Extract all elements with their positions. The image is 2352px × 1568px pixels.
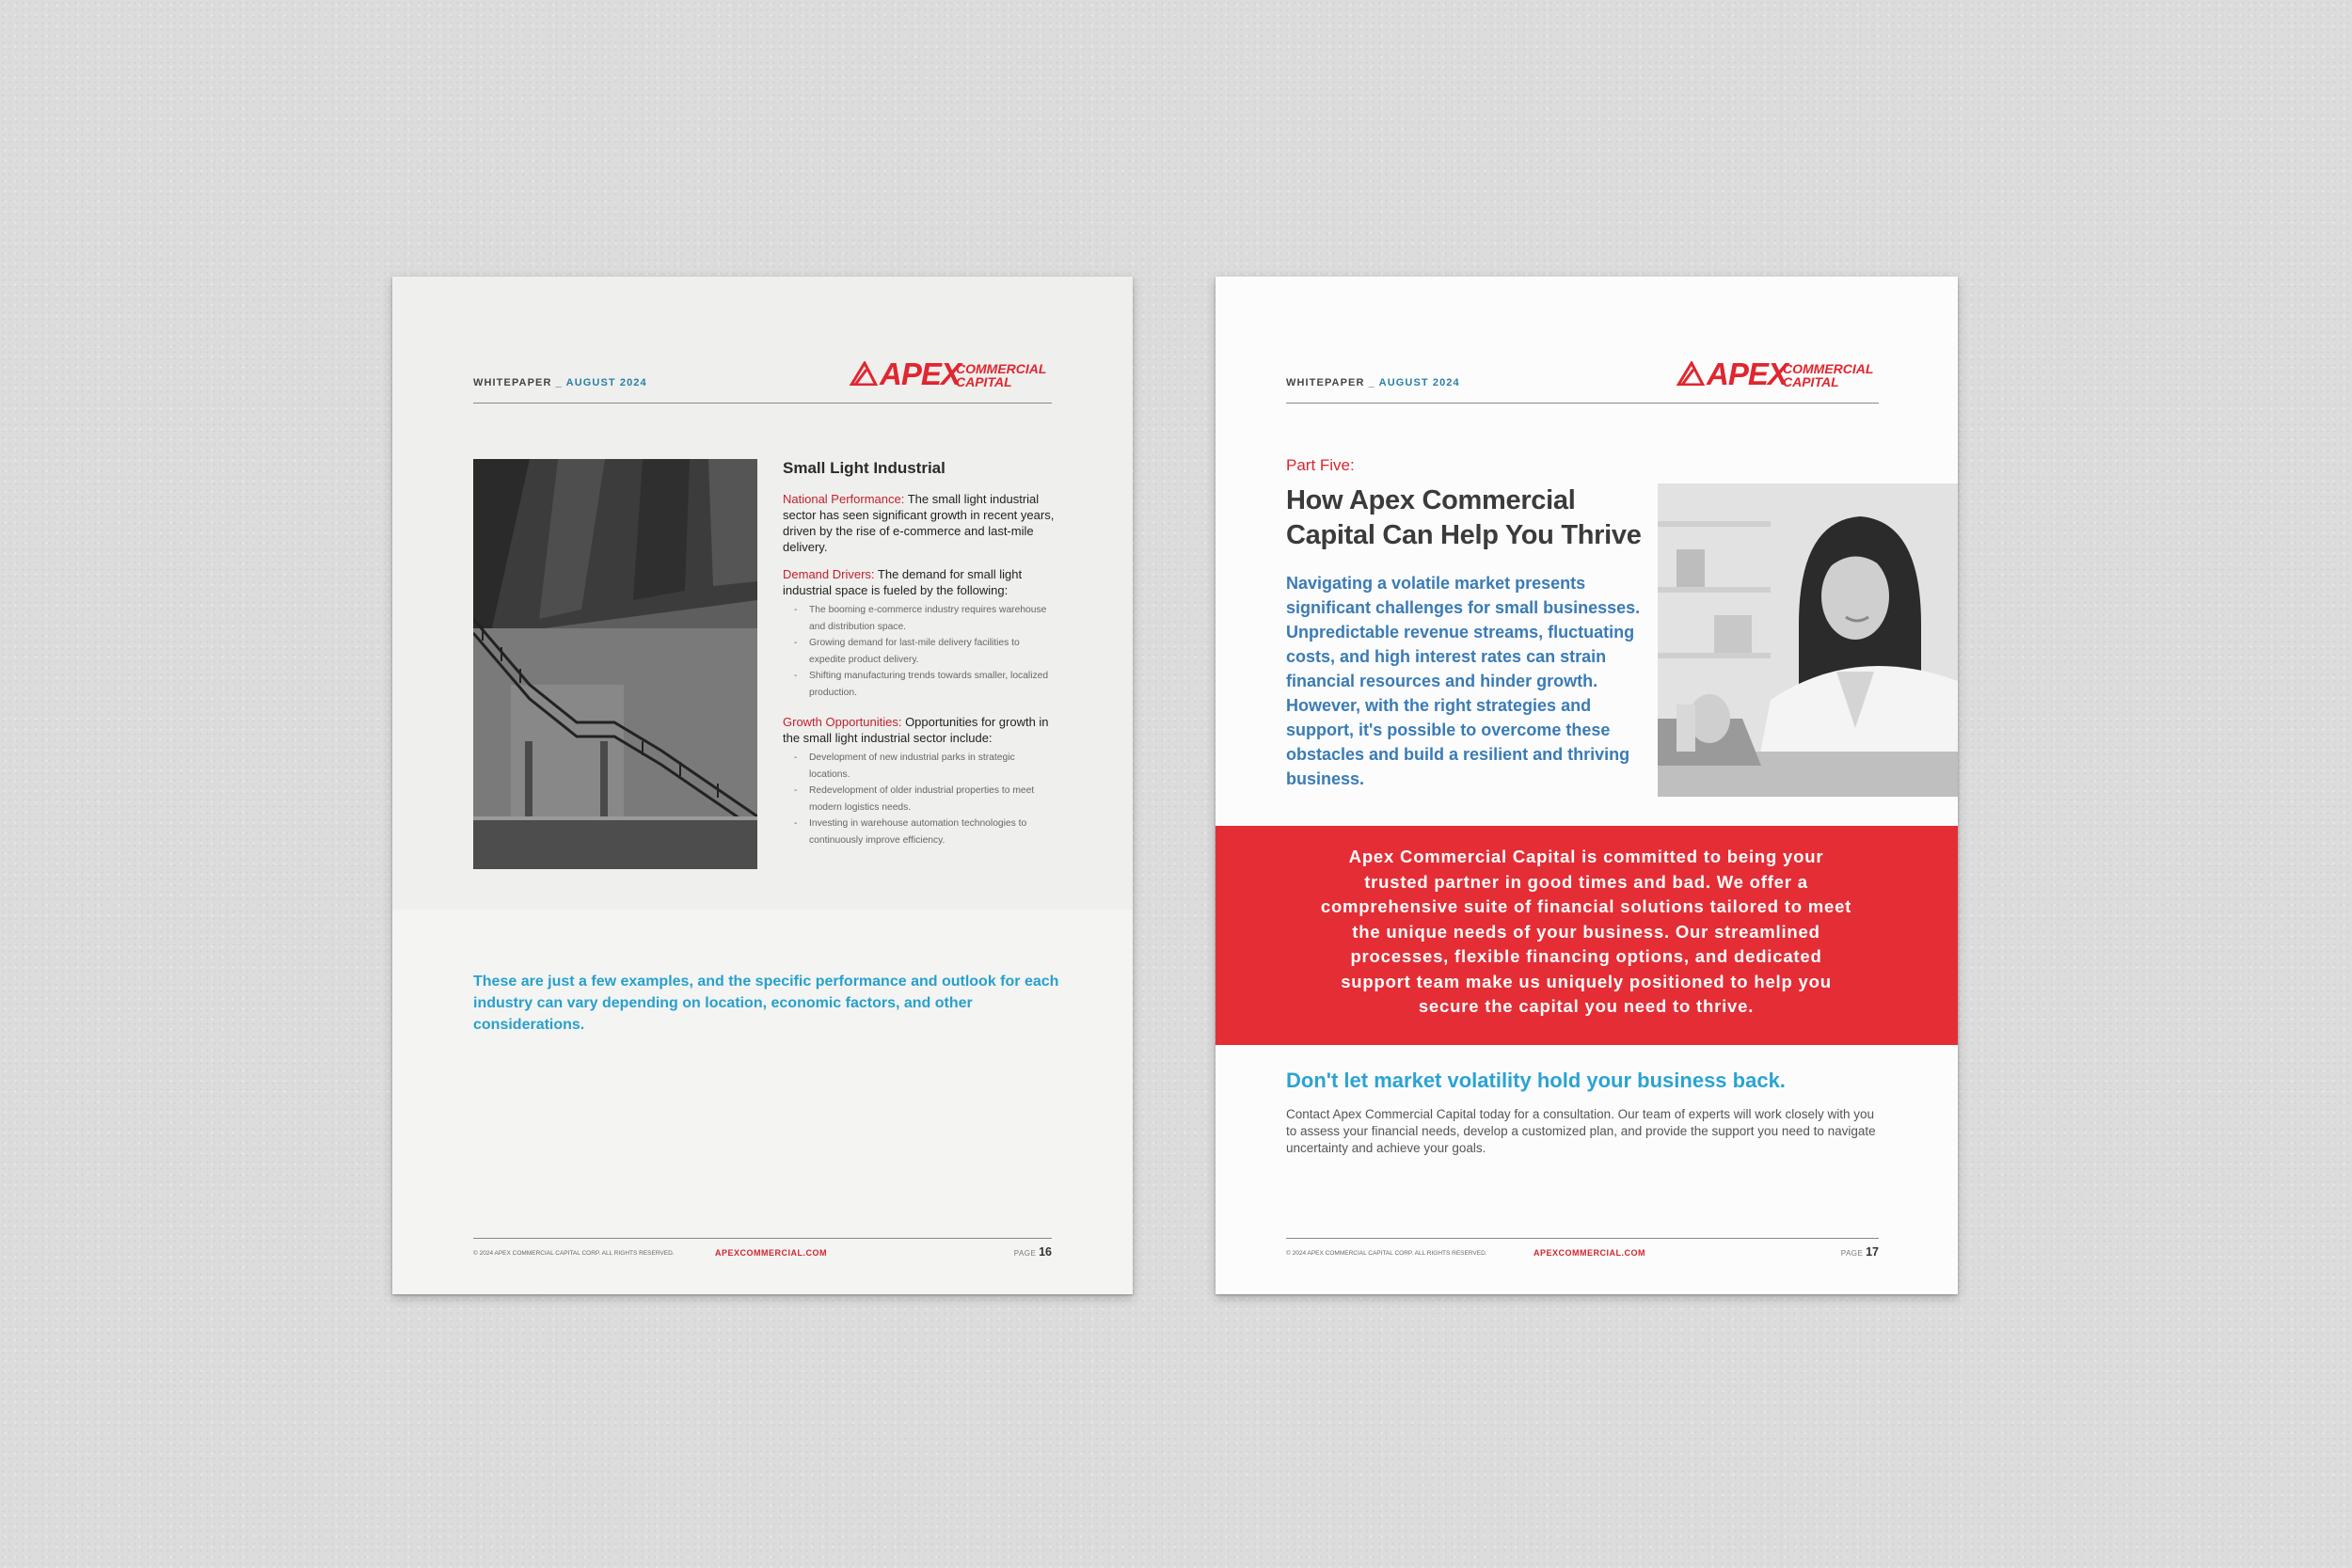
whitepaper-page-17 [1216,277,1958,1294]
logo-line-2: CAPITAL [956,374,1012,389]
page-header [473,377,647,388]
whitepaper-page-16 [392,277,1133,1294]
page-header [1286,377,1460,388]
commitment-text: Apex Commercial Capital is committed to being your trusted partner in good times and bad. We offer a comprehensive suite of financial solutions tailored to meet the unique needs of your business. Our streamlined processes, flexible financing options, and dedicated support team make us uniquely positioned to help you secure the capital you need to thrive. [1320,847,1852,1016]
demand-drivers-paragraph [783,566,1056,598]
page-title: How Apex Commercial Capital Can Help You Thrive [1286,485,1642,550]
logo-line-2: CAPITAL [1783,374,1839,389]
header-date: AUGUST 2024 [565,377,647,388]
apex-triangle-icon [1677,361,1705,386]
list-item: - Development of new industrial parks in strategic locations. [794,750,1056,783]
apex-logo [1677,356,1879,391]
section-title: Small Light Industrial [783,459,946,477]
header-doc-type: WHITEPAPER _ [1286,377,1375,388]
demand-drivers-list [794,602,1056,701]
footer-divider [473,1238,1052,1239]
page-number [1014,1245,1052,1259]
list-item: - The booming e-commerce industry requires warehouse and distribution space. [794,602,1056,635]
growth-opportunities-label: Growth Opportunities: [783,715,902,729]
list-item: - Redevelopment of older industrial properties to meet modern logistics needs. [794,783,1056,816]
page-number-value: 17 [1866,1245,1879,1259]
national-performance-paragraph [783,491,1056,555]
cta-body: Contact Apex Commercial Capital today for a consultation. Our team of experts will work closely with you to assess your financial needs, develop a customized plan, and provide the support you need to navigate uncertainty and achieve your goals. [1286,1107,1876,1155]
callout-text: These are just a few examples, and the specific performance and outlook for each industry can vary depending on location, economic factors, and other considerations. [473,974,1059,1033]
footer-website-link[interactable]: APEXCOMMERCIAL.COM [715,1248,827,1258]
industry-details [783,459,1056,862]
apex-triangle-icon [850,361,878,386]
footer-copyright: © 2024 APEX COMMERCIAL CAPITAL CORP. ALL RIGHTS RESERVED. [473,1250,675,1257]
staircase-photo [473,459,757,869]
commitment-banner [1216,826,1958,1045]
page-label: PAGE [1840,1249,1864,1258]
national-performance-label: National Performance: [783,492,905,506]
logo-line-1: COMMERCIAL [956,361,1047,376]
header-doc-type: WHITEPAPER _ [473,377,563,388]
intro-paragraph: Navigating a volatile market presents significant challenges for small businesses. Unpredictable revenue streams, fluctuating costs, and high interest rates can strain financial resources and hinder growth. However, with the right strategies and support, it's possible to overcome these obstacles and build a resilient and thriving business. [1286,574,1641,788]
growth-opportunities-paragraph [783,714,1056,746]
logo-line-1: COMMERCIAL [1783,361,1874,376]
list-item: - Investing in warehouse automation technologies to continuously improve efficiency. [794,816,1056,848]
apex-logo [850,356,1052,391]
list-item: - Growing demand for last-mile delivery facilities to expedite product delivery. [794,635,1056,668]
list-item: - Shifting manufacturing trends towards smaller, localized production. [794,668,1056,701]
logo-subtitle [1783,362,1873,388]
footer-copyright: © 2024 APEX COMMERCIAL CAPITAL CORP. ALL RIGHTS RESERVED. [1286,1250,1487,1257]
part-kicker: Part Five: [1286,456,1355,474]
header-divider [473,403,1052,404]
callout-band [392,910,1133,1294]
national-performance-text: The small light industrial sector has seen significant growth in recent years, driven by the rise of e-commerce and last-mile delivery. [783,492,1055,554]
demand-drivers-text: The demand for small light industrial space is fueled by the following: [783,567,1023,597]
logo-wordmark: APEX [1707,356,1788,391]
logo-subtitle [956,362,1046,388]
page-label: PAGE [1013,1249,1037,1258]
logo-wordmark: APEX [880,356,961,391]
header-date: AUGUST 2024 [1378,377,1460,388]
page-number [1841,1245,1879,1259]
page-number-value: 16 [1039,1245,1052,1259]
cta-heading: Don't let market volatility hold your business back. [1286,1069,1786,1092]
growth-opportunities-text: Opportunities for growth in the small light industrial sector include: [783,715,1049,745]
footer-website-link[interactable]: APEXCOMMERCIAL.COM [1534,1248,1645,1258]
growth-opportunities-list [794,750,1056,848]
woman-at-laptop-photo [1658,483,1958,797]
header-divider [1286,403,1879,404]
demand-drivers-label: Demand Drivers: [783,567,875,581]
footer-divider [1286,1238,1879,1239]
